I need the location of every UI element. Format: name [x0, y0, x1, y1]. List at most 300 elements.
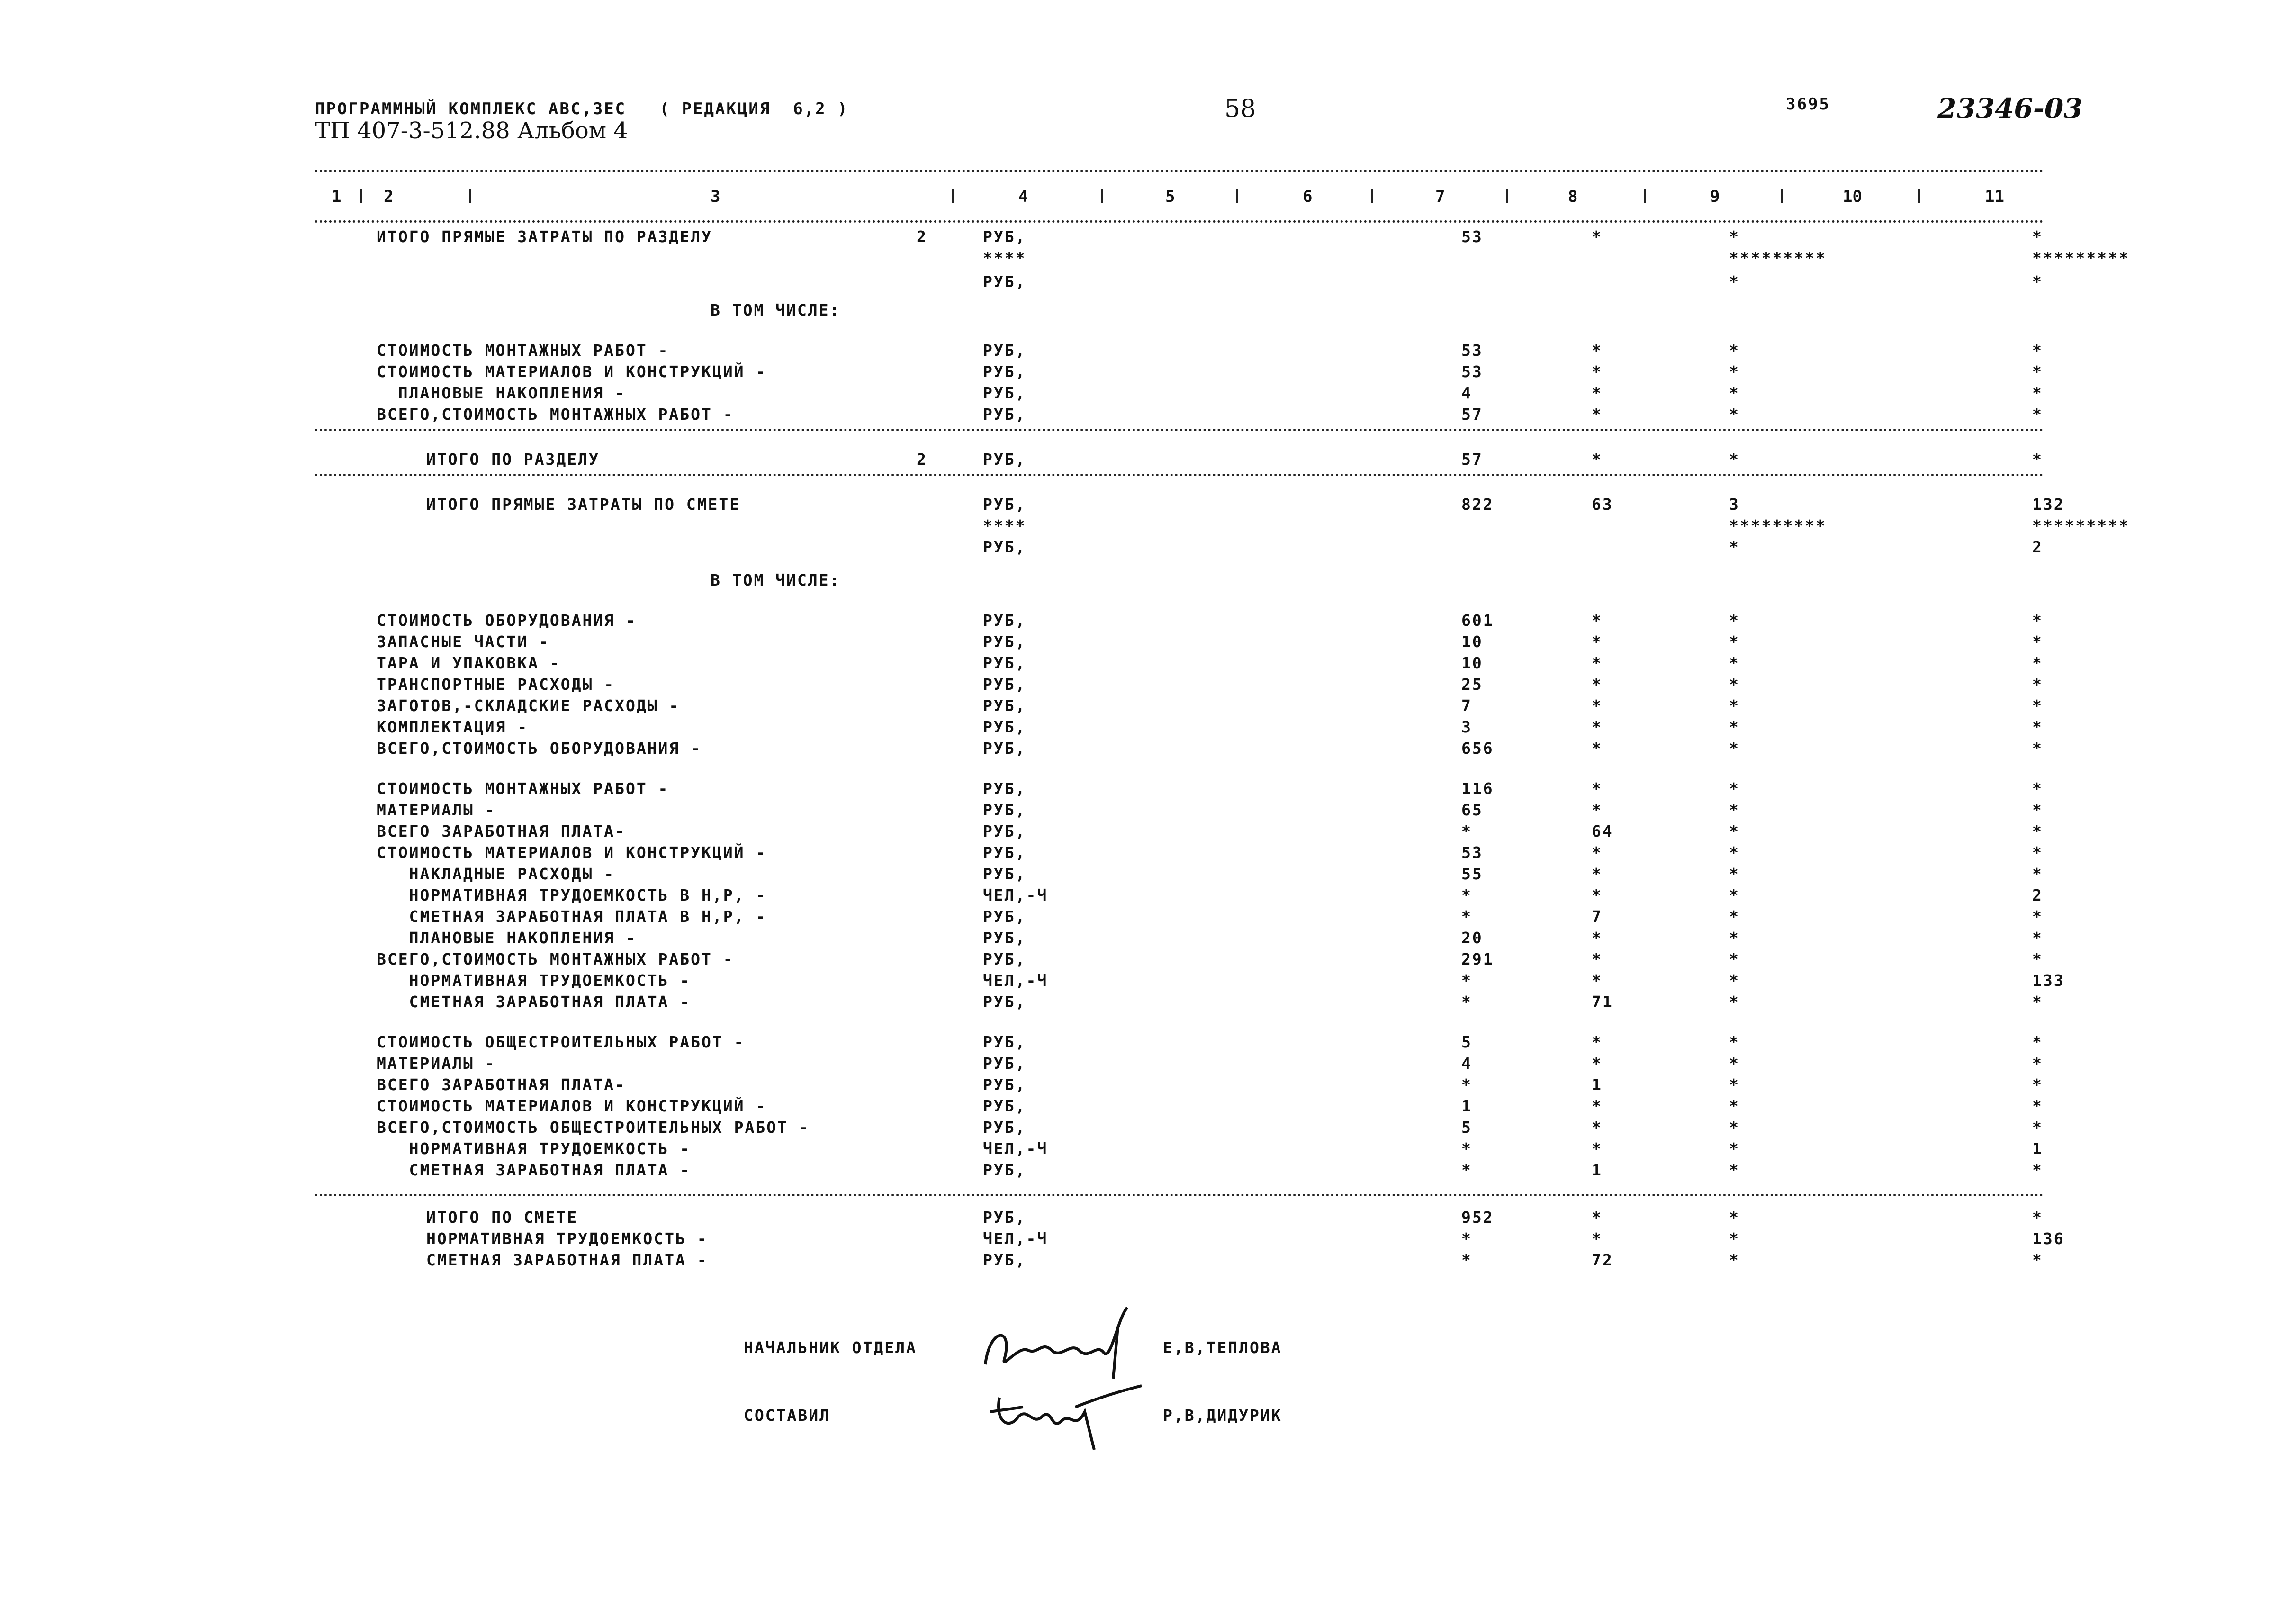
cell-c8: 64: [1592, 822, 1613, 840]
row-label: МАТЕРИАЛЫ -: [377, 801, 496, 819]
program-header: ПРОГРАММНЫЙ КОМПЛЕКС АВС,ЗЕС ( РЕДАКЦИЯ 6,2 ): [315, 99, 849, 118]
cell-c9: *: [1729, 675, 1740, 694]
table-row: [0, 779, 2296, 801]
cell-c9: *: [1729, 362, 1740, 381]
cell-c9: *: [1729, 843, 1740, 862]
column-separator: [952, 189, 954, 203]
row-unit: ЧЕЛ,-Ч: [983, 971, 1048, 990]
cell-c8: *: [1592, 1054, 1603, 1073]
cell-c9: *: [1729, 718, 1740, 736]
cell-c8: *: [1592, 450, 1603, 469]
row-section: 2: [917, 450, 927, 469]
cell-c7: *: [1461, 822, 1472, 840]
table-row: [0, 516, 2296, 538]
cell-c8: 1: [1592, 1075, 1603, 1094]
row-unit: РУБ,: [983, 822, 1026, 840]
row-unit: РУБ,: [983, 341, 1026, 360]
row-section: 2: [917, 227, 927, 246]
row-unit: ЧЕЛ,-Ч: [983, 886, 1048, 904]
table-row: [0, 993, 2296, 1014]
row-unit: РУБ,: [983, 865, 1026, 883]
cell-c11: *: [2032, 1118, 2043, 1137]
row-unit: РУБ,: [983, 993, 1026, 1011]
cell-c11: *: [2032, 341, 2043, 360]
column-separator: [1644, 189, 1646, 203]
cell-c9: 3: [1729, 495, 1740, 514]
cell-c7: 4: [1461, 384, 1472, 402]
cell-c7: 4: [1461, 1054, 1472, 1073]
cell-c8: *: [1592, 362, 1603, 381]
cell-c11: *: [2032, 272, 2043, 291]
cell-c11: 133: [2032, 971, 2065, 990]
table-row: [0, 450, 2296, 472]
row-label: ВСЕГО,СТОИМОСТЬ МОНТАЖНЫХ РАБОТ -: [377, 950, 734, 968]
row-unit: РУБ,: [983, 227, 1026, 246]
row-unit: РУБ,: [983, 739, 1026, 758]
cell-c11: *: [2032, 450, 2043, 469]
column-number: 9: [1710, 187, 1720, 206]
row-unit: РУБ,: [983, 1118, 1026, 1137]
cell-c11: *: [2032, 696, 2043, 715]
cell-c11: *: [2032, 1033, 2043, 1051]
table-row: [0, 718, 2296, 740]
row-unit: РУБ,: [983, 538, 1026, 556]
cell-c7: 53: [1461, 843, 1483, 862]
cell-c8: *: [1592, 654, 1603, 672]
cell-c11: 2: [2032, 886, 2043, 904]
row-label: ЗАГОТОВ,-СКЛАДСКИЕ РАСХОДЫ -: [377, 696, 680, 715]
cell-c11: *: [2032, 843, 2043, 862]
cell-c9: *: [1729, 739, 1740, 758]
cell-c7: 601: [1461, 611, 1494, 630]
cell-c8: *: [1592, 632, 1603, 651]
cell-c8: *: [1592, 739, 1603, 758]
cell-c9: *: [1729, 450, 1740, 469]
row-unit: РУБ,: [983, 950, 1026, 968]
table-row: [0, 495, 2296, 517]
row-unit: РУБ,: [983, 779, 1026, 798]
cell-c9: *: [1729, 1033, 1740, 1051]
cell-c9: *: [1729, 1208, 1740, 1227]
cell-c11: *********: [2032, 516, 2130, 535]
row-unit: РУБ,: [983, 929, 1026, 947]
section-rule: [315, 429, 2044, 431]
row-label: ЗАПАСНЫЕ ЧАСТИ -: [377, 632, 550, 651]
row-label: НОРМАТИВНАЯ ТРУДОЕМКОСТЬ -: [377, 971, 691, 990]
cell-c11: *: [2032, 718, 2043, 736]
table-row: [0, 907, 2296, 929]
row-unit: ****: [983, 516, 1026, 535]
cell-c9: *: [1729, 950, 1740, 968]
column-separator: [1506, 189, 1508, 203]
table-row: [0, 301, 2296, 323]
row-label: НОРМАТИВНАЯ ТРУДОЕМКОСТЬ -: [426, 1229, 708, 1248]
cell-c7: 53: [1461, 362, 1483, 381]
row-label: СМЕТНАЯ ЗАРАБОТНАЯ ПЛАТА -: [426, 1251, 708, 1269]
column-separator: [469, 189, 471, 203]
compiler-name: Р,В,ДИДУРИК: [1163, 1406, 1282, 1425]
cell-c11: *: [2032, 907, 2043, 926]
head-label: НАЧАЛЬНИК ОТДЕЛА: [744, 1338, 917, 1357]
table-row: [0, 929, 2296, 950]
row-label: КОМПЛЕКТАЦИЯ -: [377, 718, 529, 736]
row-unit: РУБ,: [983, 1251, 1026, 1269]
cell-c9: *: [1729, 822, 1740, 840]
row-label: МАТЕРИАЛЫ -: [377, 1054, 496, 1073]
cell-c11: *: [2032, 1054, 2043, 1073]
cell-c9: *: [1729, 654, 1740, 672]
row-label: СТОИМОСТЬ МАТЕРИАЛОВ И КОНСТРУКЦИЙ -: [377, 843, 767, 862]
row-unit: РУБ,: [983, 611, 1026, 630]
column-number: 10: [1843, 187, 1862, 206]
cell-c9: *: [1729, 801, 1740, 819]
page-number: 58: [1225, 95, 1256, 123]
cell-c8: *: [1592, 227, 1603, 246]
table-row: [0, 227, 2296, 249]
cell-c11: *: [2032, 227, 2043, 246]
cell-c7: 10: [1461, 654, 1483, 672]
cell-c9: *: [1729, 1075, 1740, 1094]
row-unit: РУБ,: [983, 696, 1026, 715]
column-header-rule: [315, 220, 2044, 223]
cell-c7: *: [1461, 907, 1472, 926]
row-unit: РУБ,: [983, 1033, 1026, 1051]
cell-c8: *: [1592, 718, 1603, 736]
cell-c9: *: [1729, 696, 1740, 715]
row-label: ВСЕГО,СТОИМОСТЬ ОБОРУДОВАНИЯ -: [377, 739, 702, 758]
row-label: СМЕТНАЯ ЗАРАБОТНАЯ ПЛАТА В Н,Р, -: [377, 907, 767, 926]
row-unit: РУБ,: [983, 405, 1026, 424]
cell-c7: *: [1461, 1075, 1472, 1094]
row-label: ИТОГО ПРЯМЫЕ ЗАТРАТЫ ПО СМЕТЕ: [426, 495, 741, 514]
row-unit: РУБ,: [983, 495, 1026, 514]
column-number: 11: [1985, 187, 2004, 206]
table-row: [0, 1033, 2296, 1055]
table-row: [0, 1118, 2296, 1140]
cell-c7: 25: [1461, 675, 1483, 694]
table-row: [0, 571, 2296, 593]
table-row: [0, 675, 2296, 697]
column-separator: [360, 189, 362, 203]
cell-c9: *: [1729, 1097, 1740, 1115]
compiler-signature: [981, 1379, 1151, 1459]
row-label: СТОИМОСТЬ МОНТАЖНЫХ РАБОТ -: [377, 341, 669, 360]
table-row: [0, 1075, 2296, 1097]
cell-c7: *: [1461, 971, 1472, 990]
row-label: ИТОГО ПРЯМЫЕ ЗАТРАТЫ ПО РАЗДЕЛУ: [377, 227, 712, 246]
document-number: 23346-03: [1937, 92, 2083, 125]
cell-c9: *: [1729, 971, 1740, 990]
cell-c9: *: [1729, 611, 1740, 630]
row-unit: РУБ,: [983, 1097, 1026, 1115]
cell-c8: *: [1592, 1097, 1603, 1115]
table-row: [0, 1139, 2296, 1161]
cell-c8: *: [1592, 1033, 1603, 1051]
cell-c8: *: [1592, 950, 1603, 968]
head-name: Е,В,ТЕПЛОВА: [1163, 1338, 1282, 1357]
column-number: 4: [1018, 187, 1028, 206]
column-separator: [1918, 189, 1920, 203]
table-row: [0, 971, 2296, 993]
row-label: ВСЕГО ЗАРАБОТНАЯ ПЛАТА-: [377, 1075, 626, 1094]
table-row: [0, 1229, 2296, 1251]
row-label: СМЕТНАЯ ЗАРАБОТНАЯ ПЛАТА -: [377, 1161, 691, 1179]
row-unit: РУБ,: [983, 1075, 1026, 1094]
cell-c7: 10: [1461, 632, 1483, 651]
cell-c9: *: [1729, 1229, 1740, 1248]
cell-c7: *: [1461, 886, 1472, 904]
cell-c8: *: [1592, 405, 1603, 424]
column-number: 1: [332, 187, 342, 206]
cell-c8: *: [1592, 971, 1603, 990]
cell-c11: *: [2032, 611, 2043, 630]
table-row: [0, 865, 2296, 886]
cell-c9: *: [1729, 1118, 1740, 1137]
cell-c7: *: [1461, 1161, 1472, 1179]
cell-c7: *: [1461, 1251, 1472, 1269]
table-row: [0, 822, 2296, 844]
cell-c9: *: [1729, 1251, 1740, 1269]
row-label: НОРМАТИВНАЯ ТРУДОЕМКОСТЬ -: [377, 1139, 691, 1158]
cell-c9: *: [1729, 1054, 1740, 1073]
table-row: [0, 632, 2296, 654]
row-unit: РУБ,: [983, 907, 1026, 926]
row-unit: РУБ,: [983, 843, 1026, 862]
code-number: 3695: [1786, 95, 1830, 114]
cell-c9: *********: [1729, 516, 1827, 535]
cell-c7: 65: [1461, 801, 1483, 819]
cell-c7: 116: [1461, 779, 1494, 798]
column-separator: [1781, 189, 1783, 203]
table-row: [0, 405, 2296, 427]
cell-c7: 7: [1461, 696, 1472, 715]
cell-c11: 1: [2032, 1139, 2043, 1158]
row-label: ИТОГО ПО СМЕТЕ: [426, 1208, 578, 1227]
cell-c11: *: [2032, 632, 2043, 651]
row-label: СТОИМОСТЬ МАТЕРИАЛОВ И КОНСТРУКЦИЙ -: [377, 1097, 767, 1115]
row-label: ВСЕГО,СТОИМОСТЬ ОБЩЕСТРОИТЕЛЬНЫХ РАБОТ -: [377, 1118, 810, 1137]
cell-c9: *: [1729, 632, 1740, 651]
cell-c8: 63: [1592, 495, 1613, 514]
column-number: 3: [711, 187, 720, 206]
column-number: 2: [384, 187, 394, 206]
cell-c11: 132: [2032, 495, 2065, 514]
cell-c8: *: [1592, 384, 1603, 402]
cell-c9: *: [1729, 538, 1740, 556]
cell-c9: *: [1729, 865, 1740, 883]
cell-c7: 53: [1461, 341, 1483, 360]
column-number: 5: [1165, 187, 1175, 206]
cell-c8: *: [1592, 886, 1603, 904]
cell-c7: 5: [1461, 1033, 1472, 1051]
table-row: [0, 1161, 2296, 1183]
cell-c9: *: [1729, 341, 1740, 360]
cell-c11: *: [2032, 362, 2043, 381]
table-row: [0, 1251, 2296, 1273]
row-unit: ЧЕЛ,-Ч: [983, 1139, 1048, 1158]
table-row: [0, 1097, 2296, 1119]
cell-c8: *: [1592, 865, 1603, 883]
cell-c11: 2: [2032, 538, 2043, 556]
cell-c7: 53: [1461, 227, 1483, 246]
row-unit: ****: [983, 249, 1026, 267]
column-separator: [1371, 189, 1373, 203]
cell-c9: *: [1729, 907, 1740, 926]
cell-c7: 822: [1461, 495, 1494, 514]
cell-c11: *: [2032, 865, 2043, 883]
table-row: [0, 384, 2296, 406]
column-number: 8: [1568, 187, 1578, 206]
column-separator: [1236, 189, 1238, 203]
cell-c11: *: [2032, 929, 2043, 947]
table-row: [0, 538, 2296, 560]
row-label: ПЛАНОВЫЕ НАКОПЛЕНИЯ -: [377, 384, 626, 402]
row-unit: РУБ,: [983, 801, 1026, 819]
cell-c11: *: [2032, 1075, 2043, 1094]
table-row: [0, 950, 2296, 972]
cell-c11: *: [2032, 384, 2043, 402]
cell-c11: *: [2032, 1097, 2043, 1115]
table-row: [0, 1054, 2296, 1076]
row-unit: РУБ,: [983, 450, 1026, 469]
row-label: СМЕТНАЯ ЗАРАБОТНАЯ ПЛАТА -: [377, 993, 691, 1011]
cell-c9: *: [1729, 1161, 1740, 1179]
table-row: [0, 272, 2296, 294]
table-row: [0, 362, 2296, 384]
cell-c7: 291: [1461, 950, 1494, 968]
cell-c9: *: [1729, 779, 1740, 798]
cell-c11: *: [2032, 822, 2043, 840]
table-row: [0, 886, 2296, 908]
cell-c8: *: [1592, 779, 1603, 798]
cell-c7: 55: [1461, 865, 1483, 883]
section-rule: [315, 1194, 2044, 1196]
cell-c7: *: [1461, 993, 1472, 1011]
cell-c8: *: [1592, 696, 1603, 715]
cell-c11: *: [2032, 675, 2043, 694]
cell-c8: *: [1592, 801, 1603, 819]
row-unit: РУБ,: [983, 1054, 1026, 1073]
table-row: [0, 341, 2296, 363]
cell-c7: 57: [1461, 450, 1483, 469]
row-label: СТОИМОСТЬ ОБОРУДОВАНИЯ -: [377, 611, 637, 630]
row-unit: РУБ,: [983, 675, 1026, 694]
cell-c8: *: [1592, 1118, 1603, 1137]
row-unit: ЧЕЛ,-Ч: [983, 1229, 1048, 1248]
row-label: НАКЛАДНЫЕ РАСХОДЫ -: [377, 865, 615, 883]
row-label: ПЛАНОВЫЕ НАКОПЛЕНИЯ -: [377, 929, 637, 947]
cell-c7: 656: [1461, 739, 1494, 758]
row-label: В ТОМ ЧИСЛЕ:: [711, 571, 841, 589]
row-label: СТОИМОСТЬ МОНТАЖНЫХ РАБОТ -: [377, 779, 669, 798]
row-unit: РУБ,: [983, 632, 1026, 651]
cell-c11: *: [2032, 801, 2043, 819]
cell-c8: *: [1592, 1139, 1603, 1158]
cell-c8: 7: [1592, 907, 1603, 926]
cell-c8: 1: [1592, 1161, 1603, 1179]
cell-c11: *: [2032, 1251, 2043, 1269]
row-unit: РУБ,: [983, 362, 1026, 381]
cell-c9: *: [1729, 993, 1740, 1011]
cell-c9: *: [1729, 1139, 1740, 1158]
cell-c7: 1: [1461, 1097, 1472, 1115]
table-row: [0, 739, 2296, 761]
cell-c11: *: [2032, 950, 2043, 968]
row-unit: РУБ,: [983, 1161, 1026, 1179]
row-label: ТАРА И УПАКОВКА -: [377, 654, 561, 672]
row-label: В ТОМ ЧИСЛЕ:: [711, 301, 841, 319]
album-title: ТП 407-3-512.88 Альбом 4: [315, 117, 628, 144]
section-rule: [315, 474, 2044, 476]
cell-c7: 57: [1461, 405, 1483, 424]
cell-c7: 5: [1461, 1118, 1472, 1137]
cell-c9: *: [1729, 929, 1740, 947]
cell-c11: *: [2032, 993, 2043, 1011]
cell-c7: *: [1461, 1139, 1472, 1158]
cell-c8: *: [1592, 929, 1603, 947]
row-unit: РУБ,: [983, 272, 1026, 291]
table-row: [0, 801, 2296, 822]
column-number: 6: [1303, 187, 1313, 206]
cell-c8: 72: [1592, 1251, 1613, 1269]
cell-c8: *: [1592, 1229, 1603, 1248]
table-row: [0, 843, 2296, 865]
cell-c8: *: [1592, 611, 1603, 630]
table-row: [0, 654, 2296, 676]
cell-c11: *: [2032, 405, 2043, 424]
cell-c7: *: [1461, 1229, 1472, 1248]
column-separator: [1101, 189, 1103, 203]
cell-c9: *: [1729, 272, 1740, 291]
cell-c8: *: [1592, 341, 1603, 360]
cell-c11: *: [2032, 779, 2043, 798]
row-unit: РУБ,: [983, 1208, 1026, 1227]
cell-c11: *: [2032, 739, 2043, 758]
cell-c7: 20: [1461, 929, 1483, 947]
row-label: СТОИМОСТЬ МАТЕРИАЛОВ И КОНСТРУКЦИЙ -: [377, 362, 767, 381]
row-label: СТОИМОСТЬ ОБЩЕСТРОИТЕЛЬНЫХ РАБОТ -: [377, 1033, 745, 1051]
cell-c11: *********: [2032, 249, 2130, 267]
table-row: [0, 611, 2296, 633]
row-label: ВСЕГО,СТОИМОСТЬ МОНТАЖНЫХ РАБОТ -: [377, 405, 734, 424]
table-top-rule: [315, 170, 2044, 172]
cell-c11: *: [2032, 1161, 2043, 1179]
row-unit: РУБ,: [983, 718, 1026, 736]
cell-c11: *: [2032, 654, 2043, 672]
cell-c8: *: [1592, 1208, 1603, 1227]
table-row: [0, 696, 2296, 718]
row-label: НОРМАТИВНАЯ ТРУДОЕМКОСТЬ В Н,Р, -: [377, 886, 767, 904]
cell-c9: *********: [1729, 249, 1827, 267]
cell-c7: 3: [1461, 718, 1472, 736]
cell-c9: *: [1729, 886, 1740, 904]
cell-c9: *: [1729, 384, 1740, 402]
table-row: [0, 1208, 2296, 1230]
cell-c8: 71: [1592, 993, 1613, 1011]
cell-c11: *: [2032, 1208, 2043, 1227]
table-row: [0, 249, 2296, 271]
cell-c9: *: [1729, 227, 1740, 246]
row-label: ВСЕГО ЗАРАБОТНАЯ ПЛАТА-: [377, 822, 626, 840]
row-unit: РУБ,: [983, 384, 1026, 402]
row-label: ИТОГО ПО РАЗДЕЛУ: [426, 450, 600, 469]
row-unit: РУБ,: [983, 654, 1026, 672]
cell-c8: *: [1592, 843, 1603, 862]
cell-c9: *: [1729, 405, 1740, 424]
row-label: ТРАНСПОРТНЫЕ РАСХОДЫ -: [377, 675, 615, 694]
cell-c11: 136: [2032, 1229, 2065, 1248]
column-number: 7: [1435, 187, 1445, 206]
